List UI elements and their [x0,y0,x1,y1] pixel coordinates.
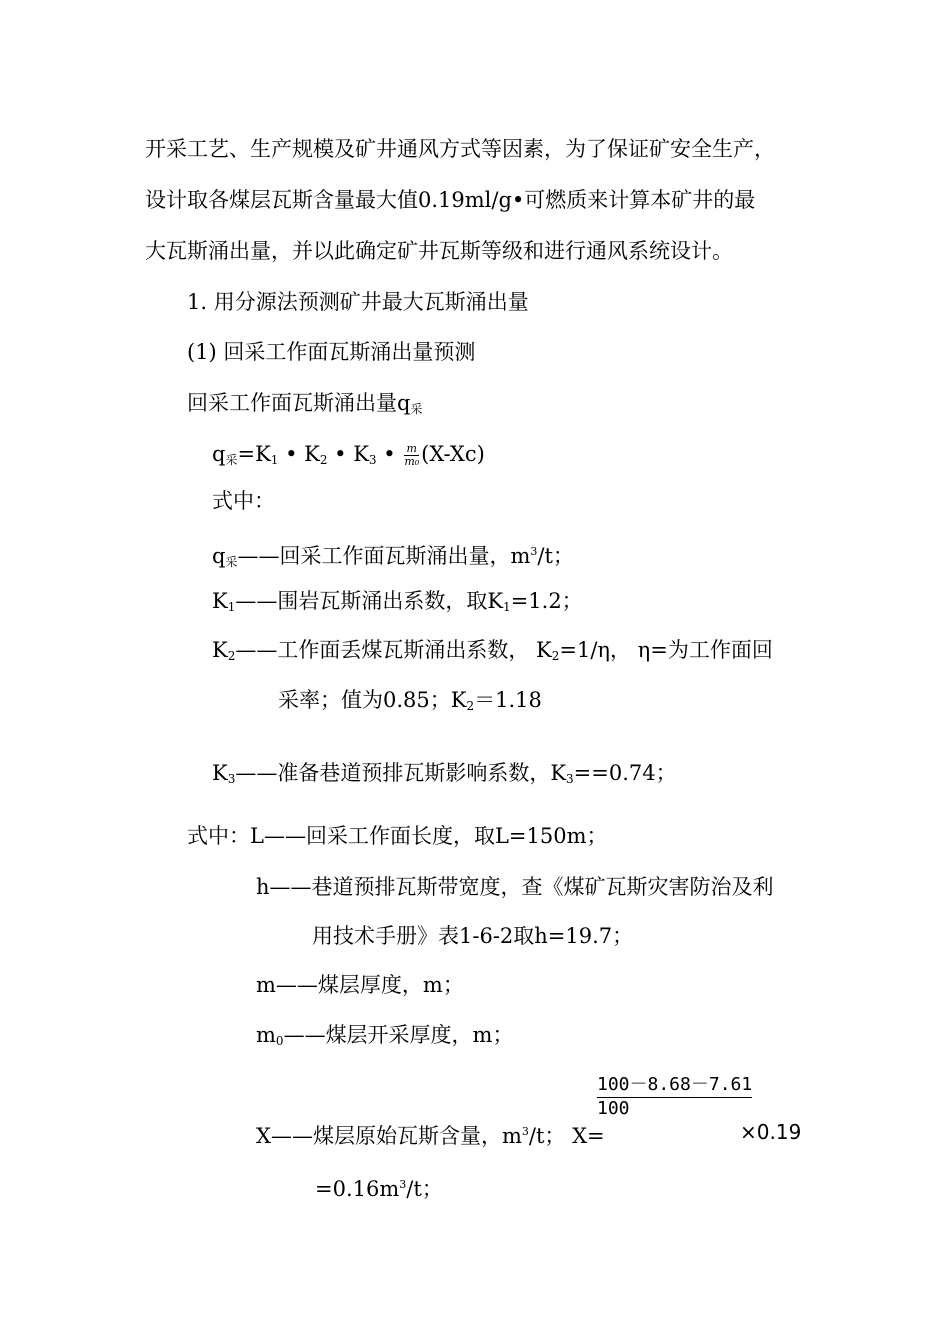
x-fraction [597,1073,753,1121]
k1-definition-text: ——围岩瓦斯涌出系数，取K [235,589,504,613]
formula-k1-subscript: 1 [270,453,279,467]
x-multiplier: ×0.19 [740,1120,802,1144]
heading-1: 1. 用分源法预测矿井最大瓦斯涌出量 [187,290,529,314]
k1-definition-value: =1.2； [510,589,583,613]
k2-definition-value: =1/η， η=为工作面回 [559,638,773,662]
l-definition: 式中：L——回采工作面长度，取L=150m； [187,824,608,848]
m-definition: m——煤层厚度，m； [256,973,464,997]
formula-fraction-denominator: m₀ [404,455,420,468]
q-definition [212,537,574,577]
formula-line [212,439,485,475]
q-definition-text: ——回采工作面瓦斯涌出量，m [237,544,531,568]
formula-fraction-numerator: m [404,443,419,456]
m0-definition-symbol: m [256,1023,276,1047]
k2-continuation-value: ＝1.18 [474,688,542,712]
k2-definition-subscript: 2 [227,649,236,663]
formula-k2-subscript: 2 [319,453,328,467]
x-fraction-numerator: 100－8.68－7.61 [597,1074,752,1098]
formula-k2: • K [278,442,320,466]
k3-definition-subscript-2: 3 [566,772,574,786]
k1-definition-subscript: 1 [227,600,236,614]
where-label: 式中： [212,489,275,513]
formula-eq-k1: =K [237,442,271,466]
paragraph-line-1: 开采工艺、生产规模及矿井通风方式等因素，为了保证矿安全生产， [145,137,775,161]
k2-continuation-subscript: 2 [466,699,475,713]
formula-q: q [212,442,226,466]
formula-dot: • [376,442,403,466]
x-result-unit: /t； [406,1177,443,1201]
formula-k3: • K [327,442,369,466]
paragraph-line-2: 设计取各煤层瓦斯含量最大值0.19ml/g•可燃质来计算本矿井的最 [145,188,756,212]
m0-definition-subscript: 0 [275,1034,284,1048]
k1-definition-subscript-2: 1 [503,600,511,614]
k2-definition-text: ——工作面丢煤瓦斯涌出系数， K [235,638,552,662]
heading-2: (1) 回采工作面瓦斯涌出量预测 [187,340,476,364]
k3-definition-subscript: 3 [227,772,236,786]
k3-definition [212,758,677,794]
formula-fraction [404,443,419,468]
x-result [315,1170,443,1204]
h-continuation: 用技术手册》表1-6-2取h=19.7； [312,924,634,948]
paragraph-line-3: 大瓦斯涌出量，并以此确定矿井瓦斯等级和进行通风系统设计。 [145,239,733,263]
k2-continuation [278,685,542,721]
definition-label-text: 回采工作面瓦斯涌出量q [187,391,411,415]
x-definition-superscript: 3 [521,1125,529,1138]
definition-label-subscript: 采 [410,402,423,416]
x-fraction-denominator: 100 [597,1098,630,1119]
x-result-superscript: 3 [399,1178,407,1191]
q-definition-superscript: 3 [530,545,538,558]
x-result-text: =0.16m [315,1177,400,1201]
k1-definition [212,586,583,622]
k2-definition-symbol: K [212,638,228,662]
q-definition-symbol: q [212,544,226,568]
x-definition [256,1117,605,1151]
h-definition: h——巷道预排瓦斯带宽度，查《煤矿瓦斯灾害防治及利 [256,875,774,899]
x-definition-text: X——煤层原始瓦斯含量，m [256,1124,522,1148]
definition-label [187,388,422,424]
k1-definition-symbol: K [212,589,228,613]
m0-definition-text: ——煤层开采厚度，m； [283,1023,514,1047]
q-definition-unit: /t； [537,544,574,568]
k3-definition-symbol: K [212,761,228,785]
formula-tail: (X-Xc) [421,442,485,466]
x-definition-unit: /t； X= [528,1124,605,1148]
formula-q-subscript: 采 [225,453,238,467]
k2-definition-subscript-2: 2 [551,649,560,663]
q-definition-subscript: 采 [225,555,238,569]
m0-definition [256,1020,513,1056]
k2-continuation-text: 采率；值为0.85；K [278,688,467,712]
formula-k3-subscript: 3 [368,453,377,467]
k3-definition-value: ==0.74； [573,761,677,785]
k2-definition [212,635,773,671]
k3-definition-text: ——准备巷道预排瓦斯影响系数，K [235,761,567,785]
